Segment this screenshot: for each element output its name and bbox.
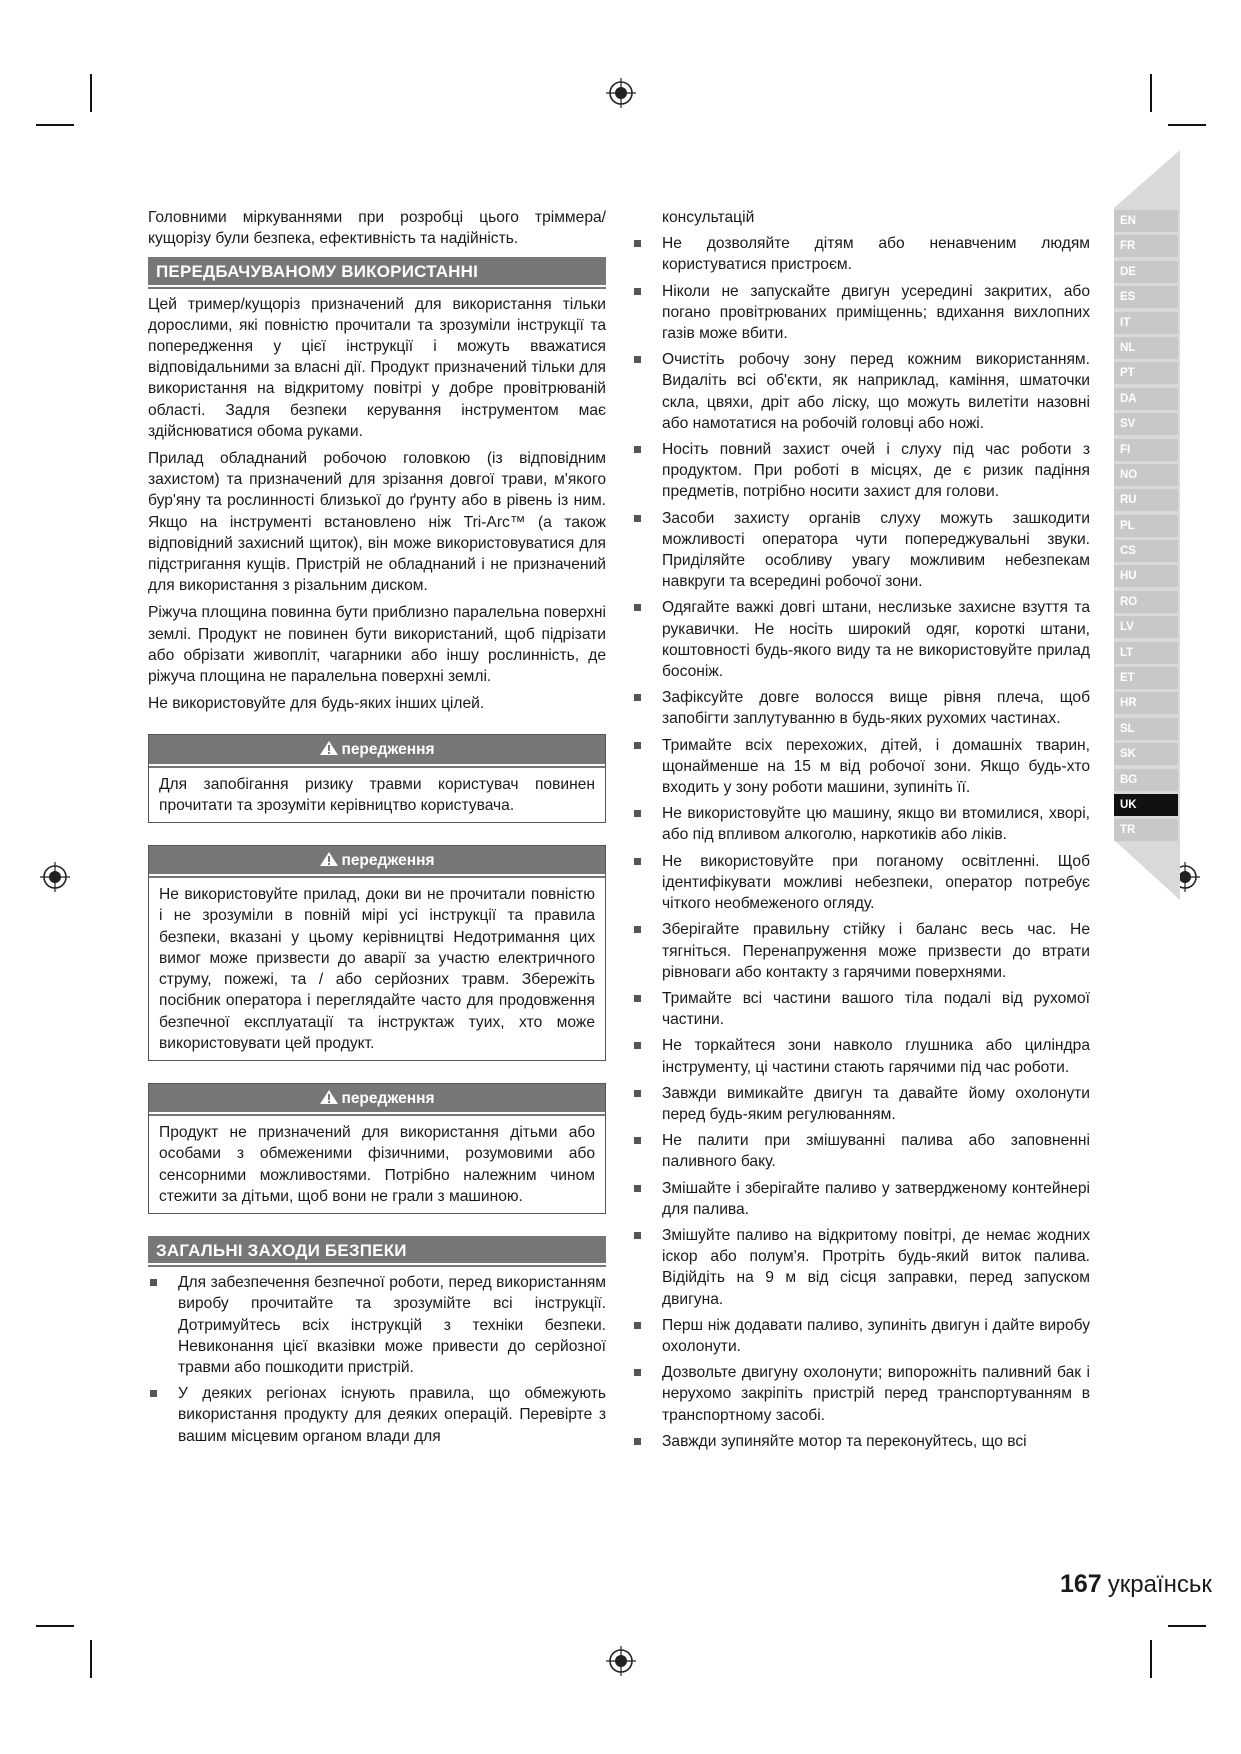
list-item: Тримайте всі частини вашого тіла подалі від рухомої частини.: [632, 988, 1090, 1030]
crop-mark: [90, 74, 92, 112]
warning-text: Для запобігання ризику травми користувач повинен прочитати та зрозуміти керівництво користувача.: [159, 775, 595, 814]
crop-mark: [36, 124, 74, 126]
language-tab[interactable]: HU: [1114, 565, 1178, 587]
language-tab[interactable]: NL: [1114, 337, 1178, 359]
list-item: Засоби захисту органів слуху можуть зашкодити можливості оператора чути попереджувальні звуки. Приділяйте особливу увагу можливим небезпекам навкруги та всередині робочої зони.: [632, 508, 1090, 593]
language-tab[interactable]: TR: [1114, 819, 1178, 841]
warning-title: [149, 735, 605, 765]
warning-box: [148, 734, 606, 823]
language-tab[interactable]: EN: [1114, 210, 1178, 232]
footer-language: українськ: [1107, 1571, 1212, 1598]
list-item: Зафіксуйте довге волосся вище рівня плеча, щоб запобігти заплутуванню в будь-яких рухомих частинах.: [632, 687, 1090, 729]
warning-triangle-icon: [319, 851, 339, 867]
language-tab[interactable]: PL: [1114, 515, 1178, 537]
registration-mark-icon: [40, 862, 70, 892]
language-tabs: [1114, 210, 1178, 845]
intro-paragraph: Головними міркуваннями при розробці цього тріммера/кущорізу були безпека, ефективність та надійність.: [148, 209, 606, 248]
list-item: Тримайте всіх перехожих, дітей, і домашніх тварин, щонайменше на 15 м від робочої зони. Якщо будь-хто входить у зону роботи машини, зупиніть її.: [632, 735, 1090, 799]
warning-box: [148, 845, 606, 1061]
language-tab[interactable]: SK: [1114, 743, 1178, 765]
list-item: У деяких регіонах існують правила, що обмежують використання продукту для деяких операцій. Перевірте з вашим місцевим органом влади для: [148, 1383, 606, 1447]
language-tab[interactable]: HR: [1114, 692, 1178, 714]
list-item: Не використовуйте цю машину, якщо ви втомилися, хворі, або під впливом алкоголю, наркотиків або ліків.: [632, 803, 1090, 845]
list-item: Не торкайтеся зони навколо глушника або циліндра інструменту, ці частини стають гарячими під час роботи.: [632, 1035, 1090, 1077]
warning-title: [149, 846, 605, 876]
continuation-text: консультацій: [662, 209, 755, 226]
language-tab[interactable]: LV: [1114, 616, 1178, 638]
right-column: [632, 207, 1090, 1457]
warning-title-text: передження: [341, 741, 435, 759]
paragraph: Прилад обладнаний робочою головкою (із відповідним захистом) та призначений для зрізання довгої трави, м'якого бур'яну та рослинності близької до ґрунту або в рівень із ним. Якщо на інструменті встановлено ніж Tri-Arc™ (а також відповідний захисний щиток), він може використовуватися для підстригання кущів. Пристрій не обладнаний і не призначений для використання з різальним диском.: [148, 450, 606, 595]
warning-triangle-icon: [319, 740, 339, 756]
list-item: Очистіть робочу зону перед кожним використанням. Видаліть всі об'єкти, як наприклад, каміння, шматочки скла, цвяхи, дріт або ліску, що можуть вилетіти назовні або намотатися на робочій головці або ножі.: [632, 349, 1090, 434]
language-tab[interactable]: LT: [1114, 642, 1178, 664]
language-tab[interactable]: RU: [1114, 489, 1178, 511]
language-tab[interactable]: IT: [1114, 312, 1178, 334]
list-item: Не дозволяйте дітям або ненавченим людям користуватися пристроєм.: [632, 233, 1090, 275]
language-tab[interactable]: PT: [1114, 362, 1178, 384]
safety-list-left: [148, 1272, 606, 1447]
list-item: Ніколи не запускайте двигун усередині закритих, або погано провітрюваних приміщеннь; вдихання вихлопних газів може вбити.: [632, 281, 1090, 345]
crop-mark: [1168, 124, 1206, 126]
warning-title-text: передження: [341, 852, 435, 870]
list-item: Перш ніж додавати паливо, зупиніть двигун і дайте виробу охолонути.: [632, 1315, 1090, 1357]
language-tab[interactable]: DA: [1114, 388, 1178, 410]
warning-triangle-icon: [319, 1089, 339, 1105]
language-tab[interactable]: RO: [1114, 591, 1178, 613]
page-number: 167: [1060, 1570, 1102, 1598]
list-item: Змішуйте паливо на відкритому повітрі, де немає жодних іскор або полум'я. Протріть будь-який виток палива. Відійдіть на 9 м від сісця заправки, перед запуском двигуна.: [632, 1225, 1090, 1310]
warning-box: [148, 1083, 606, 1214]
warning-title-text: передження: [341, 1089, 435, 1107]
language-tab[interactable]: SL: [1114, 718, 1178, 740]
crop-mark: [36, 1625, 74, 1627]
list-item: Не палити при змішуванні палива або заповненні паливного баку.: [632, 1130, 1090, 1172]
warning-text: Продукт не призначений для використання дітьми або особами з обмеженими фізичними, розумовими або сенсорними можливостями. Потрібно належним чином стежити за дітьми, щоб вони не грали з машиною.: [159, 1124, 595, 1205]
language-tab[interactable]: ET: [1114, 667, 1178, 689]
list-item: Для забезпечення безпечної роботи, перед використанням виробу прочитайте та зрозумійте всі інструкції. Дотримуйтесь всіх інструкцій з техніки безпеки. Невиконання цієї вказівки може привести до серйозної травми або пошкодити пристрій.: [148, 1272, 606, 1378]
crop-mark: [1168, 1625, 1206, 1627]
list-item: Дозвольте двигуну охолонути; випорожніть паливний бак і нерухомо закріпіть пристрій перед транспортуванням в транспортному засобі.: [632, 1362, 1090, 1426]
section-heading-intended-use: ПЕРЕДБАЧУВАНОМУ ВИКОРИСТАННІ: [148, 257, 606, 286]
section-heading-general-safety: ЗАГАЛЬНІ ЗАХОДИ БЕЗПЕКИ: [148, 1236, 606, 1265]
language-tab[interactable]: FR: [1114, 235, 1178, 257]
language-tab[interactable]: ES: [1114, 286, 1178, 308]
paragraph: Не використовуйте для будь-яких інших цілей.: [148, 695, 485, 713]
list-item: Носіть повний захист очей і слуху під час роботи з продуктом. При роботі в місцях, де є ризик падіння предметів, потрібно носити захист для голови.: [632, 439, 1090, 503]
warning-title: [149, 1084, 605, 1114]
paragraph: Цей тример/кущоріз призначений для використання тільки дорослими, які повністю прочитали та зрозуміли інструкції та попередження у цієї інструкції і можуть вважатися відповідальними за власні дії. Продукт призначений тільки для використання на відкритому повітрі у добре провітрюваній області. Задля безпеки керування інструментом має здійснюватися обома руками.: [148, 295, 606, 440]
list-item: Змішайте і зберігайте паливо у затвердженому контейнері для палива.: [632, 1178, 1090, 1220]
crop-mark: [1150, 1640, 1152, 1678]
language-tab[interactable]: FI: [1114, 439, 1178, 461]
left-column: [148, 207, 606, 1452]
language-tab[interactable]: SV: [1114, 413, 1178, 435]
page-footer: [1060, 1570, 1212, 1599]
list-item: Завжди зупиняйте мотор та переконуйтесь, що всі: [632, 1431, 1090, 1452]
registration-mark-icon: [606, 78, 636, 108]
registration-mark-icon: [606, 1646, 636, 1676]
language-tab[interactable]: CS: [1114, 540, 1178, 562]
paragraph: Ріжуча площина повинна бути приблизно паралельна поверхні землі. Продукт не повинен бути використаний, щоб підрізати або обрізати живопліт, чагарники або іншу рослинність, де ріжуча площина не паралельна поверхні землі.: [148, 604, 606, 686]
safety-list-right: [632, 233, 1090, 1452]
language-tab[interactable]: BG: [1114, 769, 1178, 791]
warning-text: Не використовуйте прилад, доки ви не прочитали повністю і не зрозуміли в повній мірі усі інструкції та правила безпеки, вказані у цьому керівництві Недотримання цих вимог може призвести до аварії за участю електричного струму, пожежі, та / або серйозних травм. Збережіть посібник оператора і переглядайте часто для продовження безпечної експлуатації та інструктаж туих, хто може використовувати цей продукт.: [159, 886, 595, 1052]
language-tab-active[interactable]: UK: [1114, 794, 1178, 816]
crop-mark: [1150, 74, 1152, 112]
list-item: Одягайте важкі довгі штани, неслизьке захисне взуття та рукавички. Не носіть широкий одяг, короткі штани, коштовності будь-якого виду та не використовуйте прилад босоніж.: [632, 597, 1090, 682]
list-item: Завжди вимикайте двигун та давайте йому охолонути перед будь-яким регулюванням.: [632, 1083, 1090, 1125]
language-tab[interactable]: DE: [1114, 261, 1178, 283]
list-item: Зберігайте правильну стійку і баланс весь час. Не тягніться. Перенапруження може призвести до втрати рівноваги або контакту з гарячими поверхнями.: [632, 919, 1090, 983]
list-item: Не використовуйте при поганому освітленні. Щоб ідентифікувати можливі небезпеки, оператор потребує чіткого необмеженого огляду.: [632, 851, 1090, 915]
language-tab[interactable]: NO: [1114, 464, 1178, 486]
crop-mark: [90, 1640, 92, 1678]
